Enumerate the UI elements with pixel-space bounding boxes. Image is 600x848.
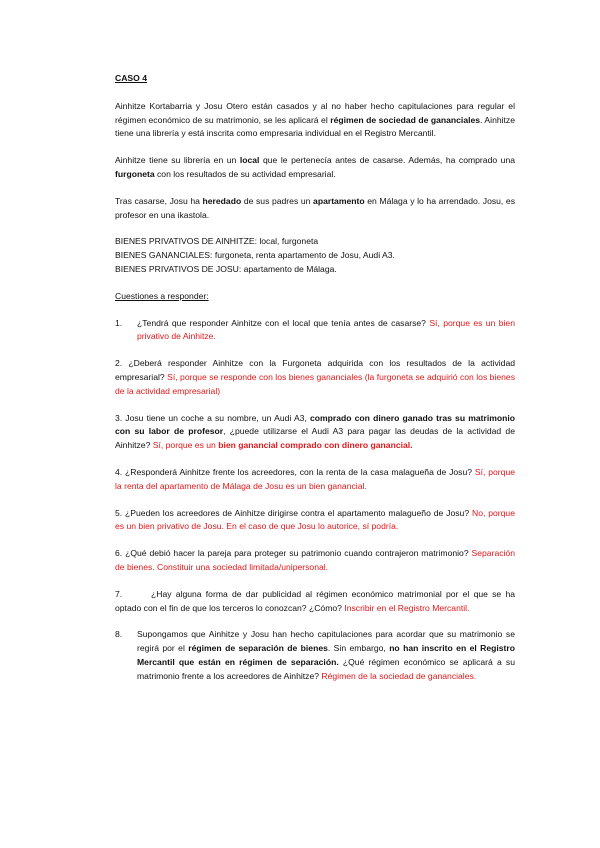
intro3-text-a: Tras casarse, Josu ha xyxy=(115,195,203,206)
intro3-text-e: en Málaga y lo ha arrendado. Josu, es profesor en una ikastola. xyxy=(115,195,516,220)
question-5-answer: No, porque es un bien privativo de Josu. En el caso de que Josu lo autorice, sí podría. xyxy=(115,507,515,532)
question-4-answer: Sí, porque la renta del apartamento de Málaga de Josu es un bien ganancial. xyxy=(115,466,516,491)
intro2-text-c: que le pertenecía antes de casarse. Además, ha comprado una xyxy=(259,155,516,166)
question-8-number: 8. xyxy=(115,629,123,640)
intro1-text-c: . Ainhitze tiene una librería y está inscrita como empresaria individual en el Registro Mercantil. xyxy=(115,114,516,139)
case-title: CASO 4 xyxy=(115,73,147,83)
question-1 xyxy=(115,317,515,345)
question-3-text-c: , ¿puede utilizarse el Audi A3 para pagar las deudas de la actividad de Ainhitze? xyxy=(115,426,515,451)
question-7-text: ¿Hay alguna forma de dar publicidad al régimen económico matrimonial por el que se ha optado con el fin de que los terceros lo conozcan? ¿Cómo? xyxy=(115,588,515,613)
question-3 xyxy=(115,412,515,453)
question-7-answer: Inscribir en el Registro Mercantil. xyxy=(344,602,470,613)
intro2-bold-furgoneta: furgoneta xyxy=(115,168,155,179)
intro2-bold-local: local xyxy=(239,155,260,166)
intro-paragraph-1 xyxy=(115,100,515,141)
question-1-answer: Sí, porque es un bien privativo de Ainhitze. xyxy=(137,317,515,342)
bienes-privativos-josu: BIENES PRIVATIVOS DE JOSU: apartamento de Málaga. xyxy=(115,263,337,274)
question-6-answer: Separación de bienes. Constituir una sociedad limitada/unipersonal. xyxy=(115,548,515,572)
document-page xyxy=(115,72,515,697)
question-5 xyxy=(115,507,515,535)
question-7-number: 7. xyxy=(115,588,123,599)
question-8-bold-regimen: régimen de separación de bienes xyxy=(188,643,328,654)
intro3-bold-apartamento: apartamento xyxy=(313,195,365,206)
question-3-bold: comprado con dinero ganado tras su matrimonio con su labor de profesor xyxy=(115,412,515,437)
question-3-answer-bold: bien ganancial comprado con dinero ganancial. xyxy=(218,440,413,451)
question-6 xyxy=(115,547,515,575)
intro2-text-a: Ainhitze tiene su librería en un xyxy=(115,155,240,166)
bienes-gananciales: BIENES GANANCIALES: furgoneta, renta apartamento de Josu, Audi A3. xyxy=(115,250,395,261)
question-4-text: 4. ¿Responderá Ainhitze frente los acreedores, con la renta de la casa malagueña de Josu? xyxy=(115,466,475,477)
question-8 xyxy=(115,628,515,683)
question-1-text: ¿Tendrá que responder Ainhitze con el local que tenía antes de casarse? xyxy=(137,317,430,328)
question-3-answer-a: Sí, porque es un xyxy=(152,440,219,451)
intro3-text-c: de sus padres un xyxy=(241,195,314,206)
question-8-text-a: Supongamos que Ainhitze y Josu han hecho capitulaciones para acordar que su matrimonio se regirá por el xyxy=(137,629,515,654)
question-8-bold-inscrito: no han inscrito en el Registro Mercantil que están en régimen de separación. xyxy=(137,643,515,667)
question-7 xyxy=(115,588,515,616)
question-5-text: 5. ¿Pueden los acreedores de Ainhitze dirigirse contra el apartamento malagueño de Josu? xyxy=(115,507,472,518)
intro3-bold-heredado: heredado xyxy=(202,195,242,206)
question-2-answer: Sí, porque se responde con los bienes gananciales (la furgoneta se adquirió con los bienes de la actividad empresarial) xyxy=(115,371,515,396)
intro-paragraph-3 xyxy=(115,195,515,223)
intro1-bold: régimen de sociedad de gananciales xyxy=(330,114,481,125)
question-6-text: 6. ¿Qué debió hacer la pareja para proteger su patrimonio cuando contrajeron matrimonio? xyxy=(115,548,472,559)
question-8-text-e: ¿Qué régimen económico se aplicará a su matrimonio frente a los acreedores de Ainhitze? xyxy=(137,656,515,681)
intro1-text-a: Ainhitze Kortabarria y Josu Otero están casados y al no haber hecho capitulaciones para regular el régimen económico de su matrimonio, se les aplicará el xyxy=(115,100,515,125)
question-3-text-a: 3. Josu tiene un coche a su nombre, un Audi A3, xyxy=(115,412,310,423)
question-2-text: 2. ¿Deberá responder Ainhitze con la Furgoneta adquirida con los resultados de la actividad empresarial? xyxy=(115,358,515,382)
intro2-text-e: con los resultados de su actividad empresarial. xyxy=(154,168,336,179)
question-2 xyxy=(115,357,515,398)
question-1-number: 1. xyxy=(115,317,123,328)
questions-heading: Cuestiones a responder: xyxy=(115,290,209,301)
question-8-text-c: . Sin embargo, xyxy=(327,643,390,654)
question-4 xyxy=(115,466,515,494)
bienes-privativos-ainhitze: BIENES PRIVATIVOS DE AINHITZE: local, furgoneta xyxy=(115,236,319,247)
bienes-list xyxy=(115,235,515,276)
intro-paragraph-2 xyxy=(115,154,515,182)
question-8-answer: Régimen de la sociedad de gananciales. xyxy=(321,670,477,681)
